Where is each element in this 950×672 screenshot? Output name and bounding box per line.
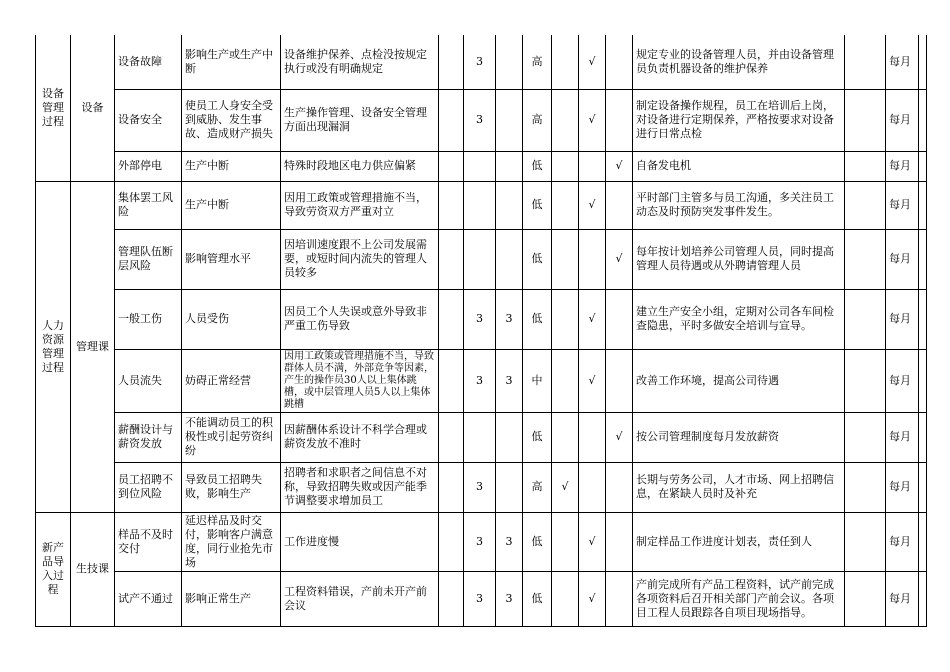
blank-cell [919,181,927,229]
severity-cell: 3 [464,289,496,349]
frequency-cell: 每月 [886,349,919,412]
blank-cell [439,289,464,349]
blank-cell [845,571,886,626]
mark-cell [579,412,606,462]
mark-cell [552,512,579,571]
measure-cell: 长期与劳务公司，人才市场、网上招聘信息，在紧缺人员时及补充 [633,462,845,512]
severity-cell [464,151,496,181]
frequency-cell: 每月 [886,35,919,89]
risk-cell: 薪酬设计与薪资发放 [115,412,182,462]
blank-cell [439,349,464,412]
level-cell: 高 [523,35,552,89]
mark-cell [552,571,579,626]
severity-cell: 3 [464,571,496,626]
risk-cell: 员工招聘不到位风险 [115,462,182,512]
frequency-cell: 每月 [886,229,919,289]
severity-cell: 3 [464,462,496,512]
mark-cell: √ [606,151,633,181]
cause-cell: 设备维护保养、点检没按规定执行或没有明确规定 [281,35,439,89]
mark-cell [606,512,633,571]
blank-cell [845,462,886,512]
measure-cell: 改善工作环境，提高公司待遇 [633,349,845,412]
process-cell: 设备管理过程 [36,35,71,181]
level-cell: 低 [523,289,552,349]
impact-cell: 导致员工招聘失败，影响生产 [182,462,281,512]
level-cell: 低 [523,181,552,229]
probability-cell [496,35,523,89]
frequency-cell: 每月 [886,89,919,151]
impact-cell: 人员受伤 [182,289,281,349]
blank-cell [919,89,927,151]
severity-cell [464,229,496,289]
blank-cell [845,229,886,289]
level-cell: 低 [523,512,552,571]
probability-cell: 3 [496,289,523,349]
measure-cell: 规定专业的设备管理人员，并由设备管理员负责机器设备的维护保养 [633,35,845,89]
mark-cell [606,289,633,349]
mark-cell: √ [606,229,633,289]
mark-cell [552,412,579,462]
risk-cell: 样品不及时交付 [115,512,182,571]
table-row [36,349,927,412]
impact-cell: 生产中断 [182,151,281,181]
probability-cell: 3 [496,512,523,571]
severity-cell: 3 [464,89,496,151]
blank-cell [439,229,464,289]
table-row [36,35,927,89]
risk-cell: 集体罢工风险 [115,181,182,229]
frequency-cell: 每月 [886,512,919,571]
table-row [36,412,927,462]
cause-cell: 生产操作管理、设备安全管理方面出现漏洞 [281,89,439,151]
probability-cell [496,229,523,289]
mark-cell [552,181,579,229]
probability-cell [496,462,523,512]
risk-cell: 外部停电 [115,151,182,181]
cause-cell: 因用工政策或管理措施不当，导致群体人员不满，外部竞争等因素，产生的操作员30人以上集体跳槽，或中层管理人员5人以上集体跳槽 [281,349,439,412]
blank-cell [845,89,886,151]
mark-cell [552,151,579,181]
blank-cell [845,349,886,412]
measure-cell: 制定设备操作规程，员工在培训后上岗，对设备进行定期保养，严格按要求对设备进行日常点检 [633,89,845,151]
cause-cell: 因员工个人失误或意外导致非严重工伤导致 [281,289,439,349]
risk-cell: 人员流失 [115,349,182,412]
blank-cell [919,229,927,289]
severity-cell: 3 [464,349,496,412]
risk-cell: 一般工伤 [115,289,182,349]
mark-cell [606,462,633,512]
level-cell: 高 [523,462,552,512]
blank-cell [919,571,927,626]
blank-cell [845,181,886,229]
blank-cell [439,89,464,151]
mark-cell: √ [606,412,633,462]
blank-cell [919,289,927,349]
blank-cell [439,151,464,181]
mark-cell [606,89,633,151]
risk-cell: 设备安全 [115,89,182,151]
dept-cell: 生技课 [71,512,115,626]
mark-cell [606,35,633,89]
mark-cell [606,181,633,229]
mark-cell: √ [579,89,606,151]
table-row [36,89,927,151]
probability-cell [496,412,523,462]
impact-cell: 影响生产或生产中断 [182,35,281,89]
mark-cell [579,229,606,289]
blank-cell [439,35,464,89]
table-row [36,512,927,571]
blank-cell [845,151,886,181]
mark-cell: √ [579,512,606,571]
blank-cell [845,35,886,89]
cause-cell: 招聘者和求职者之间信息不对称，导致招聘失败或因产能季节调整要求增加员工 [281,462,439,512]
mark-cell [552,89,579,151]
blank-cell [845,412,886,462]
impact-cell: 生产中断 [182,181,281,229]
impact-cell: 影响管理水平 [182,229,281,289]
table-row [36,151,927,181]
impact-cell: 不能调动员工的积极性或引起劳资纠纷 [182,412,281,462]
measure-cell: 自备发电机 [633,151,845,181]
mark-cell: √ [579,181,606,229]
measure-cell: 产前完成所有产品工程资料，试产前完成各项资料后召开相关部门产前会议。各项目工程人员跟踪各自项目现场指导。 [633,571,845,626]
frequency-cell: 每月 [886,151,919,181]
measure-cell: 平时部门主管多与员工沟通，多关注员工动态及时预防突发事件发生。 [633,181,845,229]
measure-cell: 每年按计划培养公司管理人员，同时提高管理人员待遇或从外聘请管理人员 [633,229,845,289]
dept-cell: 管理课 [71,181,115,512]
mark-cell [579,151,606,181]
blank-cell [919,35,927,89]
measure-cell: 按公司管理制度每月发放薪资 [633,412,845,462]
frequency-cell: 每月 [886,289,919,349]
impact-cell: 影响正常生产 [182,571,281,626]
level-cell: 低 [523,151,552,181]
probability-cell [496,151,523,181]
blank-cell [919,349,927,412]
impact-cell: 延迟样品及时交付，影响客户满意度，同行业抢先市场 [182,512,281,571]
level-cell: 高 [523,89,552,151]
blank-cell [439,412,464,462]
risk-cell: 管理队伍断层风险 [115,229,182,289]
blank-cell [919,151,927,181]
blank-cell [439,571,464,626]
mark-cell [552,35,579,89]
probability-cell: 3 [496,571,523,626]
table-row [36,571,927,626]
mark-cell [606,349,633,412]
cause-cell: 工作进度慢 [281,512,439,571]
mark-cell: √ [552,462,579,512]
cause-cell: 因培训速度跟不上公司发展需要，或短时间内流失的管理人员较多 [281,229,439,289]
blank-cell [919,412,927,462]
cause-cell: 因薪酬体系设计不科学合理或薪资发放不准时 [281,412,439,462]
mark-cell: √ [579,35,606,89]
blank-cell [845,289,886,349]
table-row [36,229,927,289]
blank-cell [439,512,464,571]
blank-cell [919,512,927,571]
blank-cell [919,462,927,512]
blank-cell [439,462,464,512]
mark-cell [606,571,633,626]
mark-cell: √ [579,349,606,412]
mark-cell [552,289,579,349]
process-cell: 人力资源管理过程 [36,181,71,512]
level-cell: 低 [523,412,552,462]
mark-cell: √ [579,289,606,349]
cause-cell: 因用工政策或管理措施不当，导致劳资双方严重对立 [281,181,439,229]
impact-cell: 使员工人身安全受到威胁、发生事故、造成财产损失 [182,89,281,151]
blank-cell [845,512,886,571]
blank-cell [439,181,464,229]
mark-cell: √ [579,571,606,626]
level-cell: 中 [523,349,552,412]
table-row [36,289,927,349]
probability-cell [496,181,523,229]
risk-assessment-table [35,35,927,627]
probability-cell [496,89,523,151]
risk-cell: 试产不通过 [115,571,182,626]
measure-cell: 制定样品工作进度计划表，责任到人 [633,512,845,571]
mark-cell [552,229,579,289]
risk-cell: 设备故障 [115,35,182,89]
frequency-cell: 每月 [886,571,919,626]
frequency-cell: 每月 [886,181,919,229]
mark-cell [579,462,606,512]
process-cell: 新产品导入过程 [36,512,71,626]
level-cell: 低 [523,571,552,626]
table-row [36,462,927,512]
frequency-cell: 每月 [886,462,919,512]
measure-cell: 建立生产安全小组，定期对公司各车间检查隐患，平时多做安全培训与宣导。 [633,289,845,349]
dept-cell: 设备 [71,35,115,181]
impact-cell: 妨碍正常经营 [182,349,281,412]
table-row [36,181,927,229]
severity-cell: 3 [464,35,496,89]
severity-cell: 3 [464,512,496,571]
severity-cell [464,181,496,229]
severity-cell [464,412,496,462]
level-cell: 低 [523,229,552,289]
frequency-cell: 每月 [886,412,919,462]
probability-cell: 3 [496,349,523,412]
cause-cell: 特殊时段地区电力供应偏紧 [281,151,439,181]
cause-cell: 工程资料错误，产前未开产前会议 [281,571,439,626]
mark-cell [552,349,579,412]
